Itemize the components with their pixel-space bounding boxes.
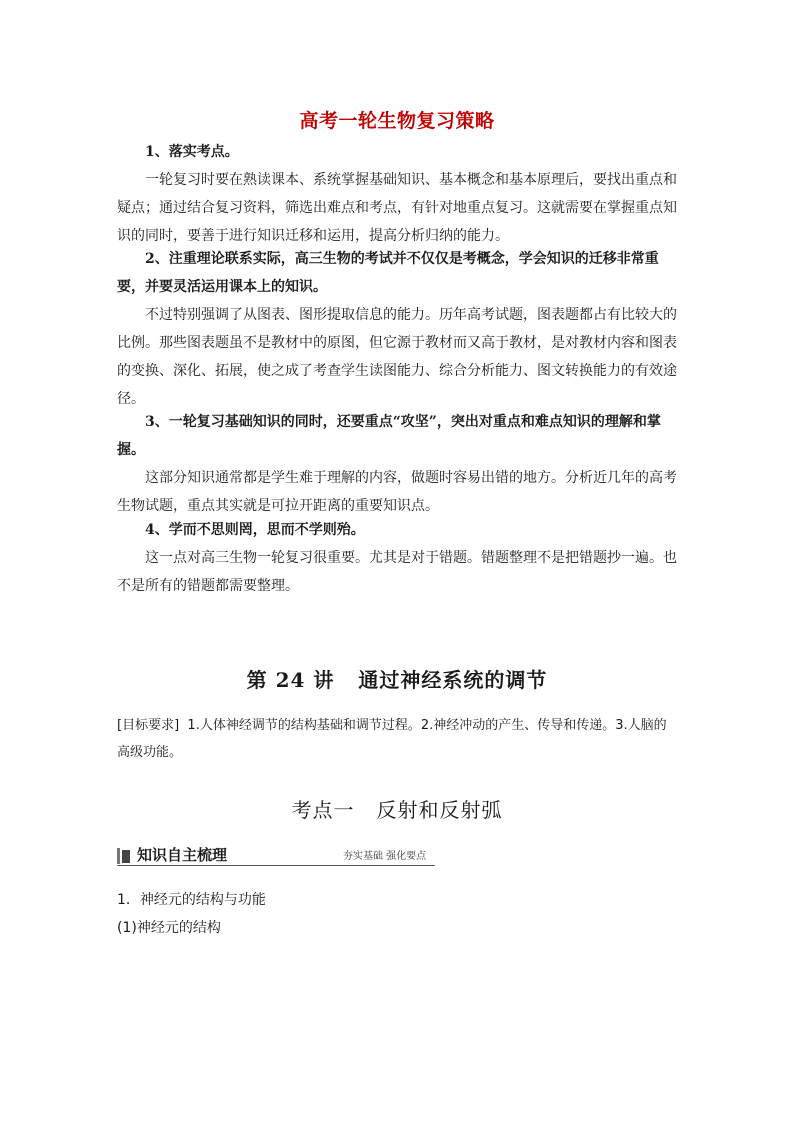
goal-label: [目标要求]: [117, 718, 180, 733]
section-3: [117, 408, 677, 520]
section-4: [117, 516, 677, 600]
lecture-title: [0, 664, 794, 693]
section-2: [117, 245, 677, 413]
section-1: [117, 138, 677, 250]
kaodian-title: [0, 794, 794, 823]
lecture-number: 第 24 讲: [246, 668, 335, 692]
learning-goal: [117, 712, 679, 766]
goal-text: 1.人体神经调节的结构基础和调节过程。2.神经冲动的产生、传导和传递。3.人脑的高级功能。: [117, 718, 667, 760]
list-item: 1．神经元的结构与功能: [117, 892, 266, 908]
section-bar-label: 知识自主梳理: [137, 846, 228, 864]
section-bar-underline: [117, 865, 435, 866]
section-paragraph: 这部分知识通常都是学生难于理解的内容，做题时容易出错的地方。分析近几年的高考生物试题，重点其实就是可拉开距离的重要知识点。: [117, 470, 677, 514]
lecture-name: 通过神经系统的调节: [358, 668, 548, 692]
section-paragraph: 一轮复习时要在熟读课本、系统掌握基础知识、基本概念和基本原理后，要找出重点和疑点；通过结合复习资料，筛选出难点和考点，有针对地重点复习。这就需要在掌握重点知识的同时，要善于进行知识迁移和运用，提高分析归纳的能力。: [117, 172, 677, 244]
section-paragraph: 不过特别强调了从图表、图形提取信息的能力。历年高考试题，图表题都占有比较大的比例。那些图表题虽不是教材中的原图，但它源于教材而又高于教材，是对教材内容和图表的变换、深化、拓展，使之成了考查学生读图能力、综合分析能力、图文转换能力的有效途径。: [117, 307, 677, 407]
section-paragraph: 这一点对高三生物一轮复习很重要。尤其是对于错题。错题整理不是把错题抄一遍。也不是所有的错题都需要整理。: [117, 550, 677, 594]
section-bar: [117, 844, 435, 866]
section-heading: 3、一轮复习基础知识的同时，还要重点“攻坚”，突出对重点和难点知识的理解和掌握。: [117, 414, 661, 458]
section-bar-subtitle: 夯实基础 强化要点: [343, 851, 427, 862]
kaodian-name: 反射和反射弧: [376, 798, 503, 822]
section-heading: 2、注重理论联系实际，高三生物的考试并不仅仅是考概念，学会知识的迁移非常重要，并要灵活运用课本上的知识。: [117, 251, 659, 295]
kaodian-number: 考点一: [291, 798, 355, 822]
bookmark-icon: [117, 848, 131, 864]
section-heading: 1、落实考点。: [145, 144, 239, 160]
section-heading: 4、学而不思则罔，思而不学则殆。: [145, 522, 365, 538]
document-title: 高考一轮生物复习策略: [299, 110, 495, 132]
list-item: (1)神经元的结构: [117, 920, 221, 936]
